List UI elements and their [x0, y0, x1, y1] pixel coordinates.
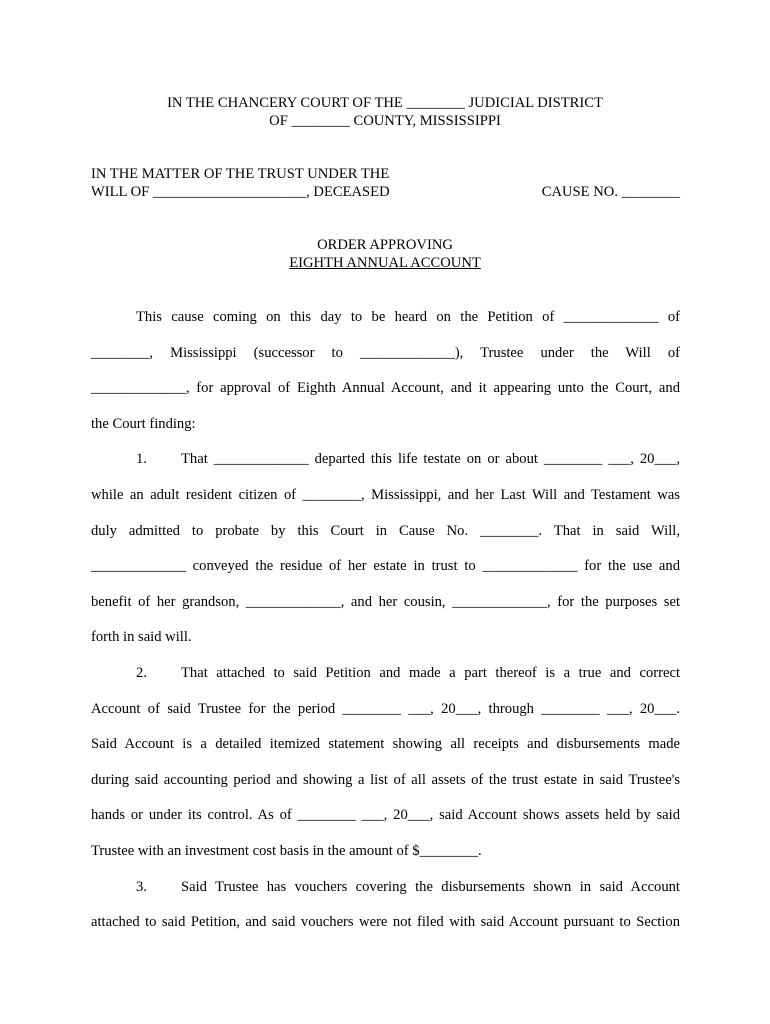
- order-title-line2: [0, 254, 770, 272]
- paragraph-text: That attached to said Petition and made a part thereof is a true and correct: [181, 664, 680, 681]
- paragraph-number: 3.: [136, 878, 147, 895]
- intro-line: ________, Mississippi (successor to _____________), Trustee under the Will of: [91, 344, 680, 361]
- court-heading-line1: IN THE CHANCERY COURT OF THE ________ JUDICIAL DISTRICT: [167, 95, 603, 111]
- paragraph-text: That _____________ departed this life testate on or about ________ ___, 20___,: [181, 451, 680, 468]
- paragraph-1-line: duly admitted to probate by this Court in Cause No. ________. That in said Will,: [91, 522, 680, 539]
- paragraph-3-first-line: [91, 878, 680, 914]
- paragraph-2-line: Said Account is a detailed itemized statement showing all receipts and disbursements made: [91, 736, 680, 753]
- paragraph-1-first-line: [91, 450, 680, 486]
- paragraph-3-line: attached to said Petition, and said vouchers were not filed with said Account pursuant to Section: [91, 914, 680, 931]
- intro-line: the Court finding:: [91, 415, 196, 432]
- matter-line1: IN THE MATTER OF THE TRUST UNDER THE: [91, 166, 390, 182]
- paragraph-text: Said Trustee has vouchers covering the disbursements shown in said Account: [181, 878, 680, 895]
- intro-line: _____________, for approval of Eighth Annual Account, and it appearing unto the Court, and: [91, 380, 680, 397]
- matter-line2: WILL OF _____________________, DECEASED: [91, 184, 390, 200]
- order-title-underlined: EIGHTH ANNUAL ACCOUNT: [289, 255, 481, 271]
- paragraph-number: 2.: [136, 664, 147, 681]
- paragraph-2-line: Trustee with an investment cost basis in the amount of $________.: [91, 842, 482, 859]
- paragraph-2-first-line: [91, 664, 680, 700]
- paragraph-1-line: forth in said will.: [91, 629, 192, 646]
- paragraph-1-line: _____________ conveyed the residue of her estate in trust to _____________ for the use and: [91, 558, 680, 575]
- cause-number: CAUSE NO. ________: [541, 184, 680, 200]
- order-body: [91, 308, 680, 949]
- court-heading-line2: OF ________ COUNTY, MISSISSIPPI: [269, 113, 501, 129]
- paragraph-1-line: while an adult resident citizen of ________, Mississippi, and her Last Will and Testament was: [91, 486, 680, 503]
- order-title-line1: ORDER APPROVING: [317, 237, 453, 253]
- paragraph-2-line: Account of said Trustee for the period ________ ___, 20___, through ________ ___, 20___.: [91, 700, 680, 717]
- paragraph-2-line: hands or under its control. As of ________ ___, 20___, said Account shows assets held by said: [91, 807, 680, 824]
- paragraph-1-line: benefit of her grandson, _____________, and her cousin, _____________, for the purposes set: [91, 593, 680, 610]
- paragraph-number: 1.: [136, 451, 147, 468]
- paragraph-2-line: during said accounting period and showing a list of all assets of the trust estate in said Trustee's: [91, 771, 680, 788]
- intro-line: This cause coming on this day to be heard on the Petition of _____________ of: [136, 309, 680, 325]
